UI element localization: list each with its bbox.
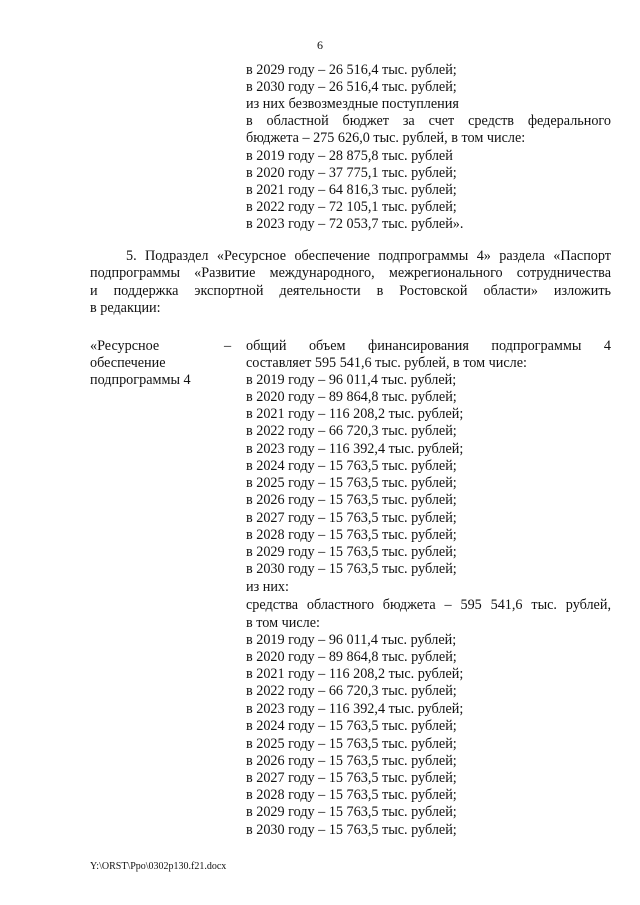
text-line: составляет 595 541,6 тыс. рублей, в том числе: (246, 355, 527, 371)
paragraph-line: подпрограммы «Развитие международного, межрегионального сотрудничества (90, 265, 611, 282)
text-line: в 2022 году – 66 720,3 тыс. рублей; (246, 683, 457, 699)
text-line: в 2030 году – 15 763,5 тыс. рублей; (246, 822, 457, 838)
text-line: в 2019 году – 28 875,8 тыс. рублей (246, 148, 453, 164)
passport-label-line: «Ресурсное (90, 338, 160, 354)
text-line: из них: (246, 579, 289, 595)
text-line: в 2024 году – 15 763,5 тыс. рублей; (246, 718, 457, 734)
text-line: в 2027 году – 15 763,5 тыс. рублей; (246, 770, 457, 786)
footer-file-path: Y:\ORST\Ppo\0302p130.f21.docx (90, 861, 227, 872)
text-line: в 2030 году – 26 516,4 тыс. рублей; (246, 79, 457, 95)
text-line: в том числе: (246, 615, 320, 631)
text-line: в 2028 году – 15 763,5 тыс. рублей; (246, 527, 457, 543)
text-line: в 2020 году – 89 864,8 тыс. рублей; (246, 649, 457, 665)
passport-dash: – (224, 338, 232, 354)
text-line: в 2020 году – 89 864,8 тыс. рублей; (246, 389, 457, 405)
passport-label-line: подпрограммы 4 (90, 372, 191, 388)
paragraph-line: и поддержка экспортной деятельности в Ростовской области» изложить (90, 282, 611, 299)
text-line: в 2020 году – 37 775,1 тыс. рублей; (246, 165, 457, 181)
paragraph-line: в редакции: (90, 299, 161, 316)
paragraph-line: 5. Подраздел «Ресурсное обеспечение подпрограммы 4» раздела «Паспорт (126, 248, 611, 264)
text-line: в 2022 году – 72 105,1 тыс. рублей; (246, 199, 457, 215)
text-line: в 2019 году – 96 011,4 тыс. рублей; (246, 632, 457, 648)
text-line: в 2022 году – 66 720,3 тыс. рублей; (246, 423, 457, 439)
text-line: в областной бюджет за счет средств федерального (246, 113, 611, 129)
text-line: общий объем финансирования подпрограммы 4 (246, 338, 611, 354)
page-number: 6 (317, 38, 323, 52)
text-line: в 2023 году – 116 392,4 тыс. рублей; (246, 701, 464, 717)
text-line: в 2024 году – 15 763,5 тыс. рублей; (246, 458, 457, 474)
text-line: в 2025 году – 15 763,5 тыс. рублей; (246, 736, 457, 752)
paragraph-5 (90, 248, 611, 317)
text-line: в 2027 году – 15 763,5 тыс. рублей; (246, 510, 457, 526)
text-line: из них безвозмездные поступления (246, 96, 459, 112)
passport-label-line: обеспечение (90, 355, 166, 371)
text-line: в 2023 году – 116 392,4 тыс. рублей; (246, 441, 464, 457)
text-line: в 2028 году – 15 763,5 тыс. рублей; (246, 787, 457, 803)
text-line: средства областного бюджета – 595 541,6 тыс. рублей, (246, 597, 611, 613)
text-line: в 2019 году – 96 011,4 тыс. рублей; (246, 372, 457, 388)
text-line: в 2021 году – 116 208,2 тыс. рублей; (246, 406, 464, 422)
text-line: в 2021 году – 64 816,3 тыс. рублей; (246, 182, 457, 198)
text-line: в 2026 году – 15 763,5 тыс. рублей; (246, 492, 457, 508)
text-line: в 2029 году – 26 516,4 тыс. рублей; (246, 62, 457, 78)
text-line: в 2030 году – 15 763,5 тыс. рублей; (246, 561, 457, 577)
text-line: в 2029 году – 15 763,5 тыс. рублей; (246, 544, 457, 560)
passport-label (90, 338, 230, 389)
text-line: бюджета – 275 626,0 тыс. рублей, в том числе: (246, 130, 526, 146)
text-line: в 2029 году – 15 763,5 тыс. рублей; (246, 804, 457, 820)
text-line: в 2023 году – 72 053,7 тыс. рублей». (246, 216, 464, 232)
text-line: в 2021 году – 116 208,2 тыс. рублей; (246, 666, 464, 682)
text-line: в 2025 году – 15 763,5 тыс. рублей; (246, 475, 457, 491)
text-line: в 2026 году – 15 763,5 тыс. рублей; (246, 753, 457, 769)
